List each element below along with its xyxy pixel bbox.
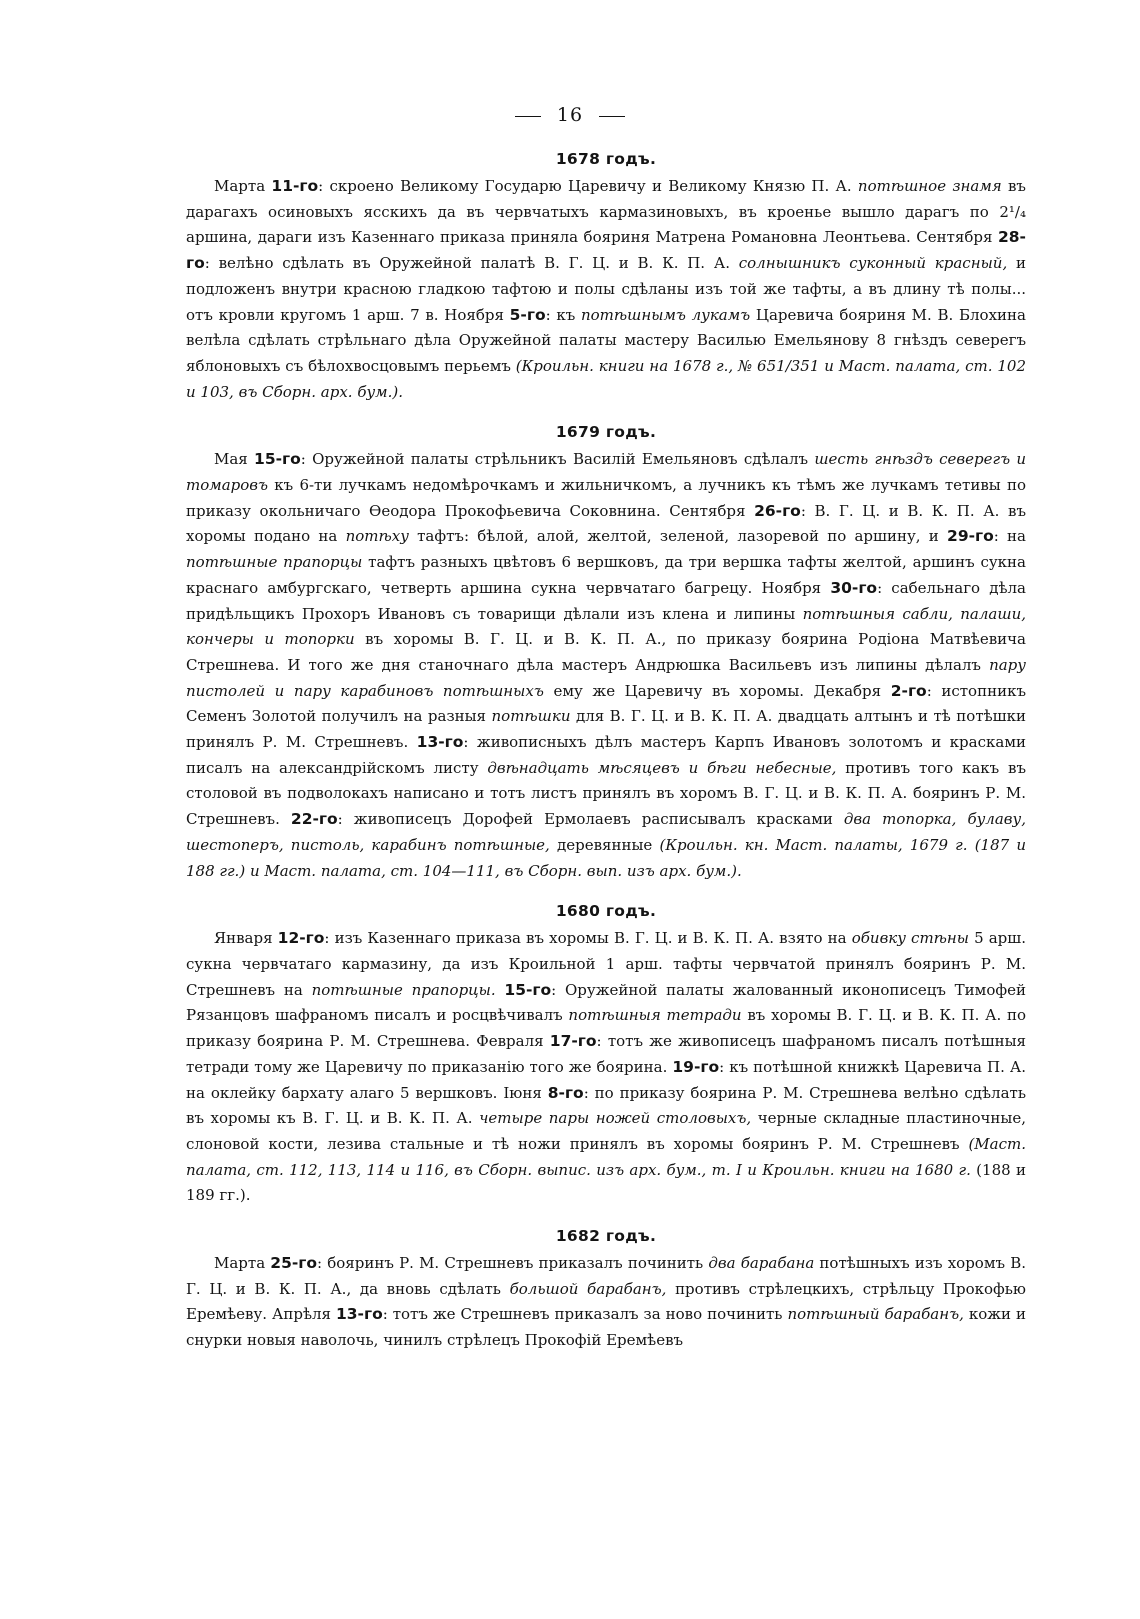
year-section-1679 — [186, 423, 1026, 884]
emphasized-phrase: обивку стѣны — [851, 929, 970, 948]
entry-date: 30-го — [830, 578, 878, 597]
page-number-value: 16 — [556, 104, 584, 126]
entry-date: 13-го — [335, 1305, 383, 1324]
entry-date: 17-го — [549, 1032, 597, 1051]
entry-date: 19-го — [672, 1057, 720, 1076]
entry-date: 13-го — [416, 733, 464, 752]
entry-date: 2-го — [890, 681, 927, 700]
emphasized-phrase: два топорка, булаву, шестоперъ, пистоль, карабинъ потѣшные, — [186, 810, 1026, 854]
emphasized-phrase: двѣнадцать мѣсяцевъ и бѣги небесные, — [487, 758, 837, 777]
year-entry-text: Мая 15-го: Оружейной палаты стрѣльникъ Василій Емельяновъ сдѣлалъ шесть гнѣздъ северегъ и томаровъ къ 6-ти лучкамъ недомѣрочкамъ и жильничкомъ, а лучникъ къ тѣмъ же лучкамъ тетивы по приказу окольничаго Ѳеодора Прокофьевича Соковнина. Сентября 26-го: В. Г. Ц. и В. К. П. А. въ хоромы подано на потѣху тафтъ: бѣлой, алой, желтой, зеленой, лазоревой по аршину, и 29-го: на потѣшные прапорцы тафтъ разныхъ цвѣтовъ 6 вершковъ, да три вершка тафты желтой, аршинъ сукна краснаго амбургскаго, четверть аршина сукна червчатаго багрецу. Ноября 30-го: сабельнаго дѣла придѣльщикъ Прохоръ Ивановъ съ товарищи дѣлали изъ клена и липины потѣшныя сабли, палаши, кончеры и топорки въ хоромы В. Г. Ц. и В. К. П. А., по приказу боярина Родіона Матвѣевича Стрешнева. И того же дня станочнаго дѣла мастеръ Андрюшка Васильевъ изъ липины дѣлалъ пару пистолей и пару карабиновъ потѣшныхъ ему же Царевичу въ хоромы. Декабря 2-го: истопникъ Семенъ Золотой получилъ на разныя потѣшки для В. Г. Ц. и В. К. П. А. двадцать алтынъ и тѣ потѣшки принялъ Р. М. Стрешневъ. 13-го: живописныхъ дѣлъ мастеръ Карпъ Ивановъ золотомъ и красками писалъ на александрійскомъ листу двѣнадцать мѣсяцевъ и бѣги небесные, противъ того какъ въ столовой въ подволокахъ написано и тотъ листъ принялъ въ хоромъ В. Г. Ц. и В. К. П. А. бояринъ Р. М. Стрешневъ. 22-го: живописецъ Дорофей Ермолаевъ расписывалъ красками два топорка, булаву, шестоперъ, пистоль, карабинъ потѣшные, деревянные (Кроильн. кн. Маст. палаты, 1679 г. (187 и 188 гг.) и Маст. палата, ст. 104—111, въ Сборн. вып. изъ арх. бум.). — [186, 450, 1027, 880]
emphasized-phrase: потѣшное знамя — [857, 177, 1002, 195]
entry-date: 11-го — [271, 177, 319, 195]
emphasized-phrase: потѣшный барабанъ, — [787, 1305, 964, 1324]
page-number-dash-left — [515, 116, 541, 117]
emphasized-phrase: два барабана — [708, 1254, 815, 1273]
entry-date: 28-го — [186, 228, 1026, 273]
entry-date: 15-го — [254, 450, 301, 469]
year-entry-text: Марта 25-го: бояринъ Р. М. Стрешневъ приказалъ починить два барабана потѣшныхъ изъ хоромъ В. Г. Ц. и В. К. П. А., да вновь сдѣлать большой барабанъ, противъ стрѣлецкихъ, стрѣльцу Прокофью Еремѣеву. Апрѣля 13-го: тотъ же Стрешневъ приказалъ за ново починить потѣшный барабанъ, кожи и снурки новыя наволочь, чинилъ стрѣлецъ Прокофій Еремѣевъ — [186, 1254, 1027, 1350]
year-heading: 1680 годъ. — [555, 902, 657, 921]
entry-date: 8-го — [547, 1083, 584, 1102]
year-heading: 1679 годъ. — [555, 423, 657, 442]
entry-date: 5-го — [509, 305, 546, 324]
entry-date: 25-го — [270, 1254, 318, 1273]
entry-date: 22-го — [290, 810, 338, 829]
emphasized-phrase: потѣшные прапорцы — [186, 553, 363, 572]
year-section-1680 — [186, 902, 1026, 1209]
year-entry-text: Марта 11-го: скроено Великому Государю Царевичу и Великому Князю П. А. потѣшное знамя въ дарагахъ осиновыхъ ясскихъ да въ червчатыхъ кармазиновыхъ, въ кроенье вышло дарагъ по 2¹/₄ аршина, дараги изъ Казеннаго приказа приняла бояриня Матрена Романовна Леонтьева. Сентября 28-го: велѣно сдѣлать въ Оружейной палатѣ В. Г. Ц. и В. К. П. А. солнышникъ суконный красный, и подложенъ внутри красною гладкою тафтою и полы сдѣланы изъ той же тафты, а въ длину тѣ полы... отъ кровли кругомъ 1 арш. 7 в. Ноября 5-го: къ потѣшнымъ лукамъ Царевича бояриня М. В. Блохина велѣла сдѣлать стрѣльнаго дѣла Оружейной палаты мастеру Василью Емельянову 8 гнѣздъ северегъ яблоновыхъ съ бѣлохвосцовымъ перьемъ (Кроильн. книги на 1678 г., № 651/351 и Маст. палата, ст. 102 и 103, въ Сборн. арх. бум.). — [186, 177, 1026, 401]
entry-date: 15-го — [504, 980, 552, 999]
entry-date: 29-го — [947, 527, 994, 546]
emphasized-phrase: потѣшныя сабли, палаши, кончеры и топорки — [186, 604, 1026, 649]
entry-date: 12-го — [277, 929, 325, 948]
emphasized-phrase: солнышникъ суконный красный, — [738, 254, 1008, 273]
emphasized-phrase: (Кроильн. книги на 1678 г., № 651/351 и Маст. палата, ст. 102 и 103, въ Сборн. арх. бум.). — [186, 356, 1026, 401]
emphasized-phrase: потѣшныя тетради — [568, 1006, 742, 1025]
emphasized-phrase: потѣшные прапорцы. — [311, 980, 496, 999]
page-number-dash-right — [599, 116, 625, 117]
page-body — [186, 150, 1026, 1354]
emphasized-phrase: шесть гнѣздъ северегъ и томаровъ — [186, 450, 1027, 495]
emphasized-phrase: (Маст. палата, ст. 112, 113, 114 и 116, въ Сборн. выпис. изъ арх. бум., т. I и Кроильн. книги на 1680 г. — [186, 1134, 1026, 1179]
emphasized-phrase: потѣшки — [491, 707, 571, 726]
year-entry-text: Января 12-го: изъ Казеннаго приказа въ хоромы В. Г. Ц. и В. К. П. А. взято на обивку стѣны 5 арш. сукна червчатаго кармазину, да изъ Кроильной 1 арш. тафты червчатой принялъ бояринъ Р. М. Стрешневъ на потѣшные прапорцы. 15-го: Оружейной палаты жалованный иконописецъ Тимофей Рязанцовъ шафраномъ писалъ и росцвѣчивалъ потѣшныя тетради въ хоромы В. Г. Ц. и В. К. П. А. по приказу боярина Р. М. Стрешнева. Февраля 17-го: тотъ же живописецъ шафраномъ писалъ потѣшныя тетради тому же Царевичу по приказанію того же боярина. 19-го: къ потѣшной книжкѣ Царевича П. А. на оклейку бархату алаго 5 вершковъ. Іюня 8-го: по приказу боярина Р. М. Стрешнева велѣно сдѣлать въ хоромы къ В. Г. Ц. и В. К. П. А. четыре пары ножей столовыхъ, черные складные пластиночные, слоновой кости, лезива стальные и тѣ ножи принялъ въ хоромы бояринъ Р. М. Стрешневъ (Маст. палата, ст. 112, 113, 114 и 116, въ Сборн. выпис. изъ арх. бум., т. I и Кроильн. книги на 1680 г. (188 и 189 гг.). — [186, 929, 1027, 1205]
emphasized-phrase: (Кроильн. кн. Маст. палаты, 1679 г. (187 и 188 гг.) и Маст. палата, ст. 104—111, въ Сборн. вып. изъ арх. бум.). — [186, 835, 1026, 880]
emphasized-phrase: пару пистолей и пару карабиновъ потѣшныхъ — [186, 655, 1026, 700]
year-heading: 1682 годъ. — [555, 1227, 657, 1246]
emphasized-phrase: большой барабанъ, — [509, 1279, 667, 1298]
emphasized-phrase: потѣху — [345, 527, 409, 546]
page-number — [0, 104, 1140, 126]
entry-date: 26-го — [754, 501, 801, 520]
emphasized-phrase: потѣшнымъ лукамъ — [580, 305, 751, 324]
year-section-1682 — [186, 1227, 1026, 1354]
year-section-1678 — [186, 150, 1026, 405]
emphasized-phrase: четыре пары ножей столовыхъ, — [479, 1109, 752, 1128]
year-heading: 1678 годъ. — [555, 150, 657, 168]
